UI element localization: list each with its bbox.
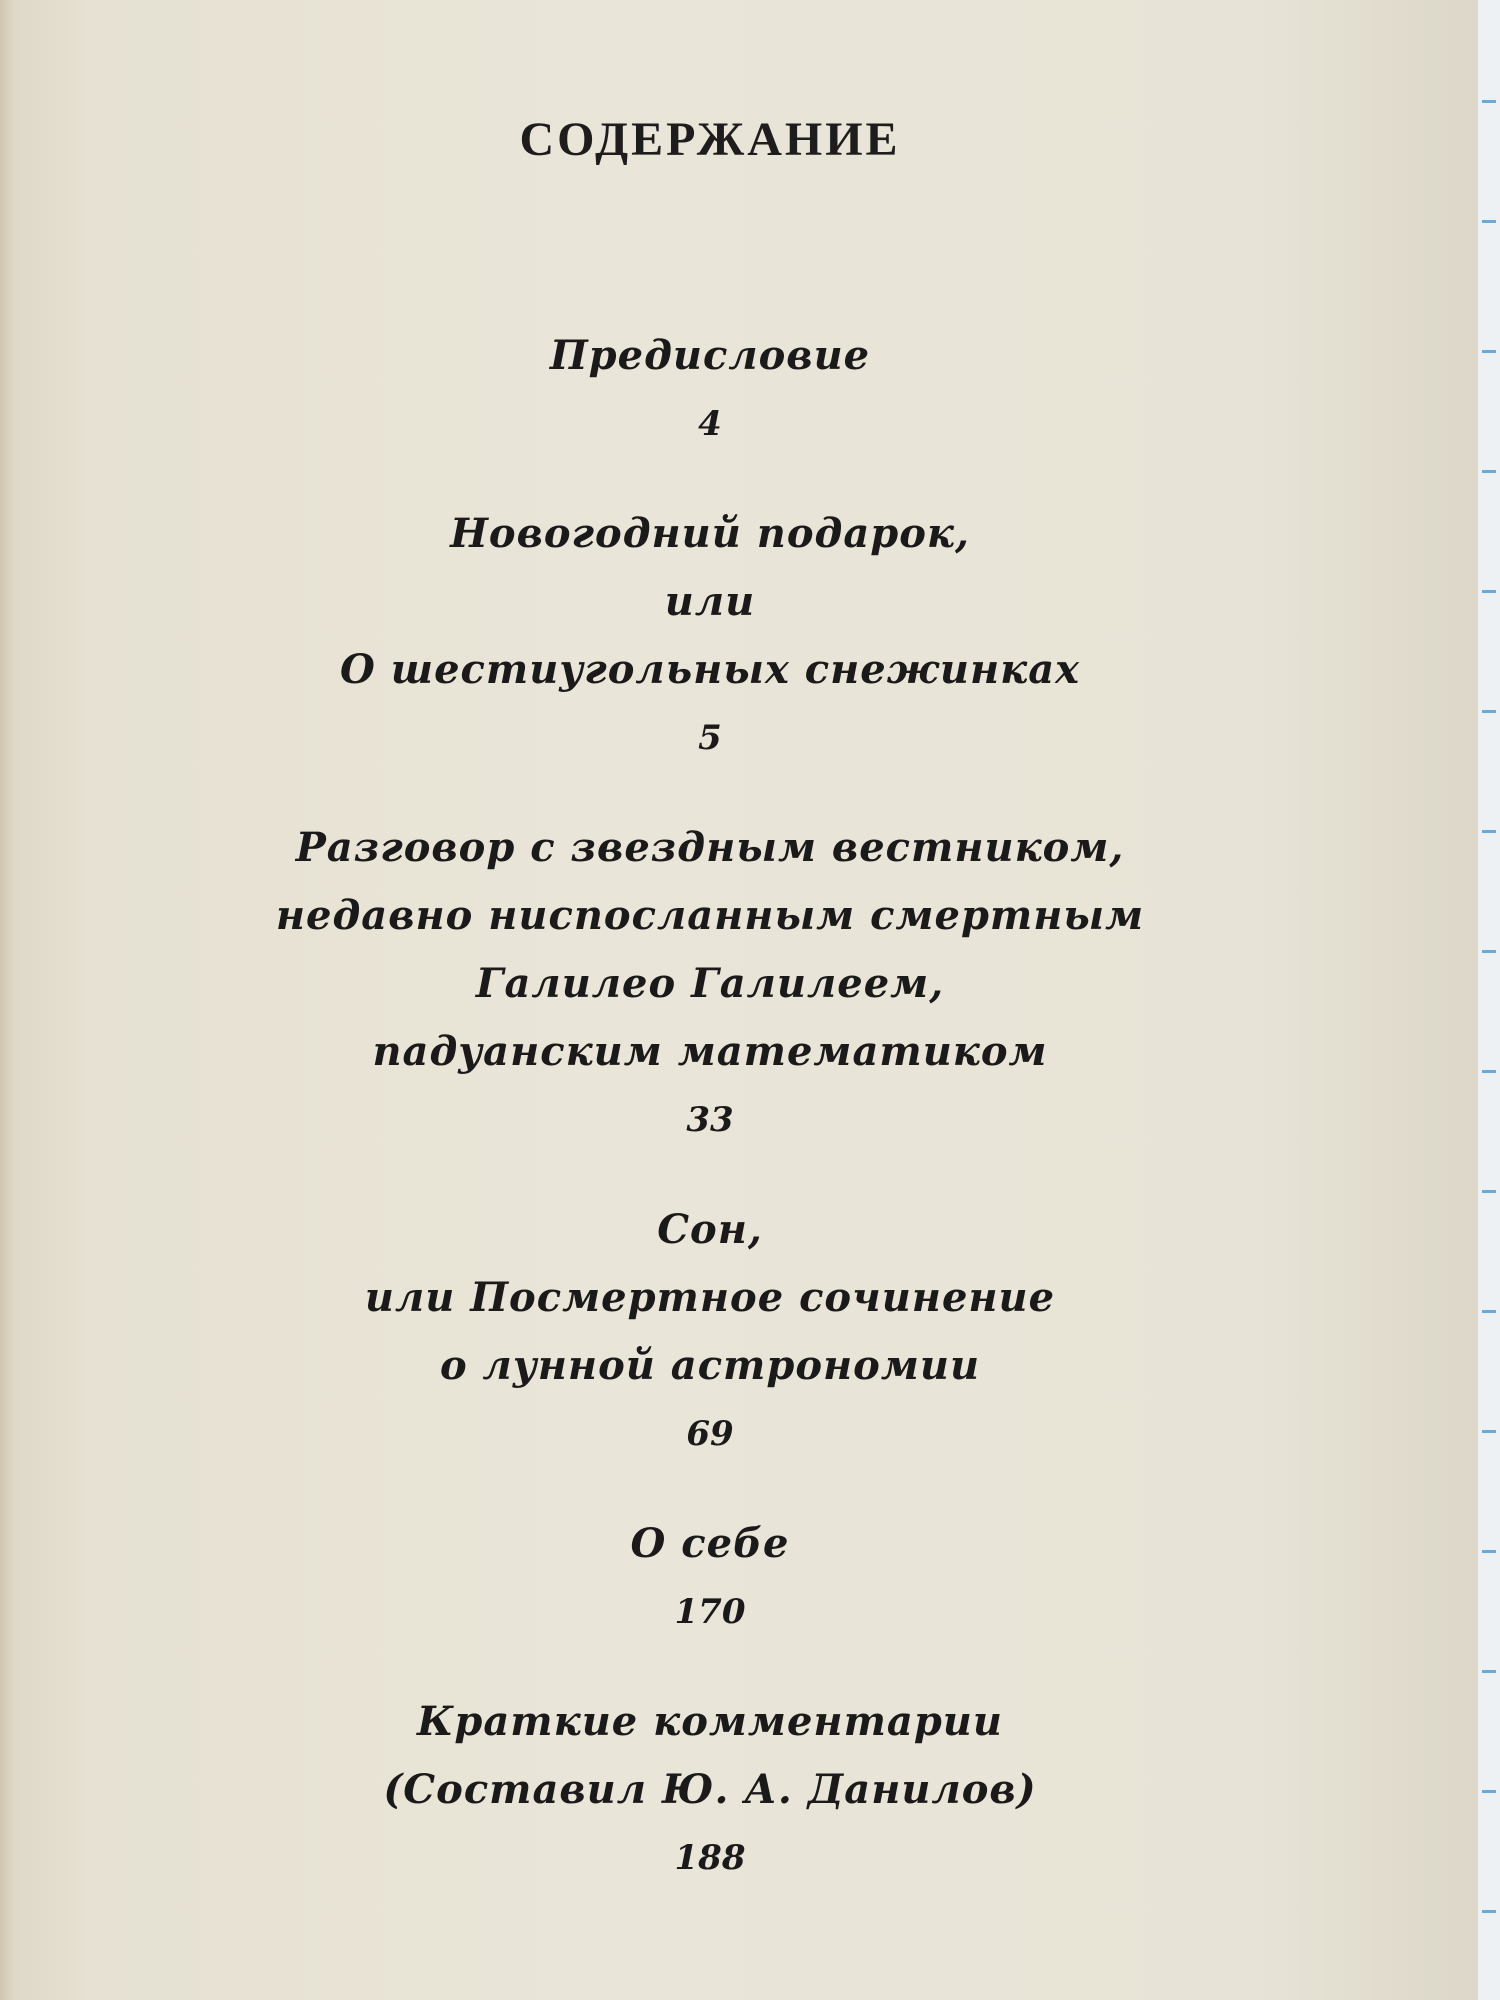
page-number: 170 <box>674 1592 746 1632</box>
page-number: 69 <box>686 1414 734 1454</box>
entry-title-line: падуанским математиком <box>372 1028 1048 1075</box>
entry-title-line: Разговор с звездным вестником, <box>295 824 1125 871</box>
entry-title-line: о лунной астрономии <box>439 1342 981 1389</box>
page-number: 188 <box>674 1838 746 1878</box>
entry-title-line: Галилео Галилеем, <box>475 960 945 1007</box>
entry-title-line: недавно ниспосланным смертным <box>275 892 1145 939</box>
entry-title-line: Предисловие <box>549 332 871 379</box>
page-number: 33 <box>686 1100 734 1140</box>
entry-title-line: или <box>664 578 756 625</box>
entry-title-line: Новогодний подарок, <box>450 510 970 557</box>
page-number: 5 <box>698 718 722 758</box>
entry-title-line: О шестиугольных снежинках <box>340 646 1080 693</box>
toc-entry-new-year-gift <box>0 500 1420 772</box>
entry-title-line: О себе <box>630 1520 790 1567</box>
entry-title-line: Краткие комментарии <box>417 1698 1003 1745</box>
toc-entry-commentary <box>0 1688 1420 1892</box>
entry-title-line: (Составил Ю. А. Данилов) <box>383 1766 1037 1813</box>
toc-entry-starry-messenger <box>0 814 1420 1154</box>
toc-entry-dream <box>0 1196 1420 1468</box>
toc-entry-about-self <box>0 1510 1420 1646</box>
entry-title-line: или Посмертное сочинение <box>364 1274 1056 1321</box>
entry-title-line: Сон, <box>657 1206 763 1253</box>
toc-title: СОДЕРЖАНИЕ <box>519 113 901 166</box>
page-number: 4 <box>698 404 722 444</box>
toc-entry-preface <box>0 322 1420 458</box>
notebook-edge <box>1478 0 1500 2000</box>
table-of-contents <box>0 322 1420 1934</box>
